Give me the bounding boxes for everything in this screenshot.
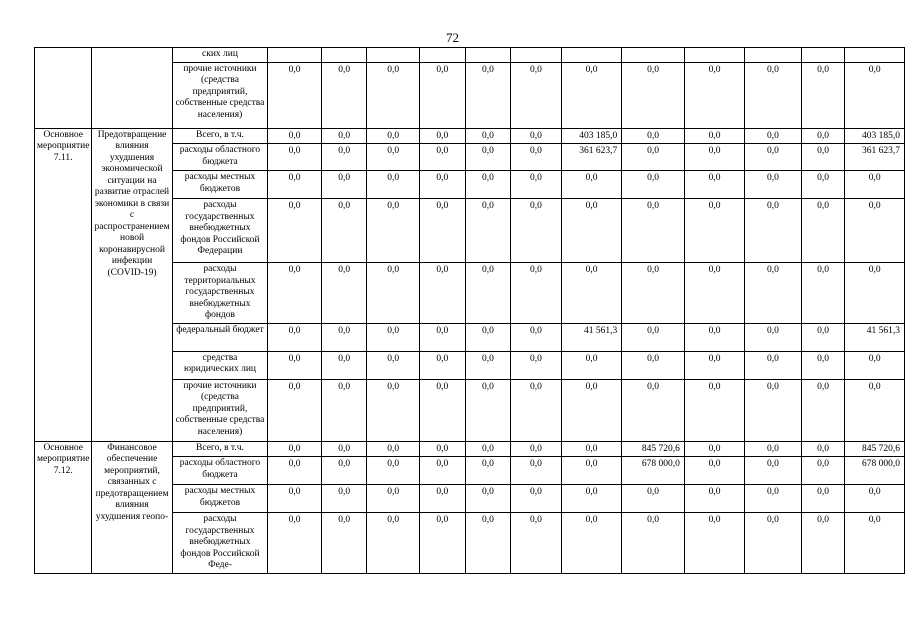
value-cell: 0,0 xyxy=(684,351,744,379)
value-cell: 0,0 xyxy=(419,144,465,171)
value-cell: 0,0 xyxy=(268,351,322,379)
source-cell: расходы государственных внебюджетных фондов Российской Феде- xyxy=(172,513,268,574)
value-cell: 0,0 xyxy=(801,323,845,351)
value-cell: 0,0 xyxy=(511,128,562,144)
value-cell: 0,0 xyxy=(367,144,420,171)
group-name-cell: Финансовое обеспечение мероприятий, связанных с предотвращением влияния ухудшения геопо- xyxy=(92,441,172,573)
page-number: 72 xyxy=(446,30,459,45)
value-cell: 0,0 xyxy=(465,263,511,324)
value-cell: 0,0 xyxy=(622,171,685,199)
value-cell: 0,0 xyxy=(511,457,562,485)
value-cell: 0,0 xyxy=(684,379,744,441)
value-cell: 0,0 xyxy=(367,513,420,574)
value-cell: 0,0 xyxy=(268,128,322,144)
source-cell: Всего, в т.ч. xyxy=(172,128,268,144)
value-cell: 0,0 xyxy=(561,263,622,324)
value-cell xyxy=(745,48,801,63)
value-cell: 403 185,0 xyxy=(561,128,622,144)
value-cell: 0,0 xyxy=(684,513,744,574)
value-cell: 0,0 xyxy=(845,513,905,574)
budget-table xyxy=(34,47,905,574)
value-cell: 0,0 xyxy=(367,128,420,144)
value-cell: 0,0 xyxy=(561,513,622,574)
value-cell: 0,0 xyxy=(745,323,801,351)
value-cell: 0,0 xyxy=(268,457,322,485)
source-cell: ских лиц xyxy=(172,48,268,63)
value-cell: 678 000,0 xyxy=(845,457,905,485)
source-cell: федеральный бюджет xyxy=(172,323,268,351)
value-cell: 0,0 xyxy=(622,128,685,144)
value-cell: 0,0 xyxy=(801,199,845,263)
value-cell: 0,0 xyxy=(745,457,801,485)
value-cell: 41 561,3 xyxy=(845,323,905,351)
value-cell: 0,0 xyxy=(465,171,511,199)
value-cell: 0,0 xyxy=(745,513,801,574)
value-cell: 0,0 xyxy=(419,62,465,128)
value-cell: 0,0 xyxy=(561,62,622,128)
value-cell: 0,0 xyxy=(622,485,685,513)
table-row xyxy=(35,48,905,63)
value-cell: 0,0 xyxy=(268,199,322,263)
value-cell: 0,0 xyxy=(622,513,685,574)
value-cell: 0,0 xyxy=(845,199,905,263)
value-cell: 0,0 xyxy=(367,379,420,441)
value-cell: 0,0 xyxy=(511,171,562,199)
value-cell: 0,0 xyxy=(465,457,511,485)
value-cell: 0,0 xyxy=(268,263,322,324)
value-cell: 0,0 xyxy=(321,457,367,485)
group-name-cell xyxy=(92,48,172,129)
value-cell: 0,0 xyxy=(367,457,420,485)
value-cell: 0,0 xyxy=(511,351,562,379)
value-cell: 0,0 xyxy=(801,128,845,144)
value-cell: 0,0 xyxy=(321,128,367,144)
value-cell: 0,0 xyxy=(465,323,511,351)
value-cell: 0,0 xyxy=(801,379,845,441)
value-cell: 0,0 xyxy=(511,379,562,441)
table-row xyxy=(35,128,905,144)
value-cell: 0,0 xyxy=(801,171,845,199)
value-cell: 0,0 xyxy=(561,171,622,199)
value-cell: 0,0 xyxy=(745,62,801,128)
value-cell xyxy=(268,48,322,63)
value-cell xyxy=(561,48,622,63)
value-cell: 0,0 xyxy=(801,513,845,574)
value-cell: 0,0 xyxy=(367,62,420,128)
value-cell: 0,0 xyxy=(511,263,562,324)
value-cell: 0,0 xyxy=(465,351,511,379)
value-cell xyxy=(511,48,562,63)
value-cell: 0,0 xyxy=(622,199,685,263)
value-cell: 0,0 xyxy=(321,323,367,351)
value-cell: 0,0 xyxy=(321,513,367,574)
value-cell: 0,0 xyxy=(419,485,465,513)
value-cell xyxy=(622,48,685,63)
value-cell: 0,0 xyxy=(367,323,420,351)
value-cell: 0,0 xyxy=(465,441,511,457)
value-cell: 0,0 xyxy=(419,457,465,485)
value-cell: 0,0 xyxy=(268,62,322,128)
source-cell: расходы территориальных государственных внебюджетных фондов xyxy=(172,263,268,324)
value-cell: 0,0 xyxy=(367,351,420,379)
value-cell: 0,0 xyxy=(801,144,845,171)
value-cell: 0,0 xyxy=(419,263,465,324)
value-cell: 0,0 xyxy=(511,199,562,263)
value-cell: 0,0 xyxy=(465,513,511,574)
source-cell: Всего, в т.ч. xyxy=(172,441,268,457)
value-cell: 0,0 xyxy=(745,199,801,263)
value-cell: 0,0 xyxy=(367,199,420,263)
value-cell xyxy=(801,48,845,63)
value-cell xyxy=(321,48,367,63)
value-cell: 0,0 xyxy=(845,485,905,513)
value-cell: 0,0 xyxy=(419,351,465,379)
value-cell: 0,0 xyxy=(561,351,622,379)
value-cell: 0,0 xyxy=(561,485,622,513)
value-cell: 0,0 xyxy=(845,379,905,441)
value-cell: 0,0 xyxy=(511,441,562,457)
value-cell: 0,0 xyxy=(367,441,420,457)
value-cell: 0,0 xyxy=(268,513,322,574)
value-cell: 0,0 xyxy=(367,485,420,513)
value-cell: 0,0 xyxy=(321,62,367,128)
value-cell: 0,0 xyxy=(561,379,622,441)
value-cell xyxy=(684,48,744,63)
value-cell: 0,0 xyxy=(419,513,465,574)
value-cell: 0,0 xyxy=(465,62,511,128)
group-code-cell: Основное мероприятие 7.11. xyxy=(35,128,92,441)
value-cell: 361 623,7 xyxy=(561,144,622,171)
value-cell: 0,0 xyxy=(419,323,465,351)
value-cell: 0,0 xyxy=(268,144,322,171)
value-cell: 41 561,3 xyxy=(561,323,622,351)
value-cell: 0,0 xyxy=(801,351,845,379)
value-cell: 0,0 xyxy=(511,513,562,574)
value-cell: 0,0 xyxy=(745,171,801,199)
value-cell: 0,0 xyxy=(465,485,511,513)
source-cell: прочие источники (средства предприятий, собственные средства населения) xyxy=(172,379,268,441)
value-cell: 361 623,7 xyxy=(845,144,905,171)
value-cell: 0,0 xyxy=(321,263,367,324)
value-cell: 0,0 xyxy=(561,457,622,485)
value-cell: 403 185,0 xyxy=(845,128,905,144)
value-cell: 0,0 xyxy=(684,171,744,199)
value-cell xyxy=(367,48,420,63)
value-cell: 0,0 xyxy=(367,263,420,324)
value-cell: 0,0 xyxy=(367,171,420,199)
value-cell: 0,0 xyxy=(622,263,685,324)
source-cell: расходы областного бюджета xyxy=(172,457,268,485)
value-cell: 0,0 xyxy=(511,323,562,351)
value-cell: 0,0 xyxy=(268,323,322,351)
group-code-cell xyxy=(35,48,92,129)
value-cell: 0,0 xyxy=(321,351,367,379)
value-cell: 0,0 xyxy=(622,62,685,128)
value-cell: 0,0 xyxy=(268,441,322,457)
value-cell: 0,0 xyxy=(684,263,744,324)
value-cell: 0,0 xyxy=(465,199,511,263)
value-cell: 678 000,0 xyxy=(622,457,685,485)
source-cell: средства юридических лиц xyxy=(172,351,268,379)
value-cell: 0,0 xyxy=(684,457,744,485)
value-cell xyxy=(419,48,465,63)
value-cell: 0,0 xyxy=(465,144,511,171)
source-cell: прочие источники (средства предприятий, собственные средства населения) xyxy=(172,62,268,128)
value-cell: 0,0 xyxy=(684,199,744,263)
value-cell: 0,0 xyxy=(801,457,845,485)
source-cell: расходы государственных внебюджетных фондов Российской Федерации xyxy=(172,199,268,263)
value-cell: 0,0 xyxy=(321,171,367,199)
value-cell: 0,0 xyxy=(845,351,905,379)
source-cell: расходы местных бюджетов xyxy=(172,485,268,513)
value-cell: 0,0 xyxy=(268,379,322,441)
value-cell: 0,0 xyxy=(622,351,685,379)
value-cell: 0,0 xyxy=(561,199,622,263)
value-cell: 0,0 xyxy=(745,351,801,379)
value-cell: 0,0 xyxy=(419,441,465,457)
value-cell: 0,0 xyxy=(684,323,744,351)
value-cell: 0,0 xyxy=(268,171,322,199)
group-code-cell: Основное мероприятие 7.12. xyxy=(35,441,92,573)
value-cell: 0,0 xyxy=(321,144,367,171)
value-cell: 845 720,6 xyxy=(845,441,905,457)
value-cell: 0,0 xyxy=(684,144,744,171)
value-cell: 0,0 xyxy=(684,485,744,513)
value-cell: 0,0 xyxy=(801,485,845,513)
value-cell: 0,0 xyxy=(321,441,367,457)
value-cell: 0,0 xyxy=(745,128,801,144)
value-cell: 0,0 xyxy=(268,485,322,513)
value-cell: 0,0 xyxy=(465,128,511,144)
value-cell: 0,0 xyxy=(684,128,744,144)
value-cell: 0,0 xyxy=(511,485,562,513)
value-cell: 0,0 xyxy=(845,62,905,128)
value-cell xyxy=(845,48,905,63)
value-cell: 0,0 xyxy=(622,144,685,171)
table-row xyxy=(35,441,905,457)
value-cell: 0,0 xyxy=(511,62,562,128)
value-cell: 0,0 xyxy=(419,128,465,144)
source-cell: расходы областного бюджета xyxy=(172,144,268,171)
value-cell: 0,0 xyxy=(845,171,905,199)
value-cell: 0,0 xyxy=(561,441,622,457)
value-cell: 0,0 xyxy=(801,62,845,128)
value-cell: 0,0 xyxy=(511,144,562,171)
value-cell: 0,0 xyxy=(684,62,744,128)
value-cell: 0,0 xyxy=(801,263,845,324)
value-cell: 0,0 xyxy=(745,485,801,513)
value-cell: 0,0 xyxy=(465,379,511,441)
value-cell: 0,0 xyxy=(745,144,801,171)
value-cell: 0,0 xyxy=(684,441,744,457)
value-cell: 0,0 xyxy=(419,379,465,441)
value-cell: 0,0 xyxy=(622,323,685,351)
value-cell: 0,0 xyxy=(419,199,465,263)
value-cell: 0,0 xyxy=(845,263,905,324)
value-cell: 0,0 xyxy=(801,441,845,457)
value-cell: 0,0 xyxy=(745,263,801,324)
value-cell: 0,0 xyxy=(745,379,801,441)
value-cell xyxy=(465,48,511,63)
value-cell: 0,0 xyxy=(321,199,367,263)
value-cell: 0,0 xyxy=(419,171,465,199)
value-cell: 0,0 xyxy=(622,379,685,441)
source-cell: расходы местных бюджетов xyxy=(172,171,268,199)
table-body xyxy=(35,48,905,574)
group-name-cell: Предотвращение влияния ухудшения экономической ситуации на развитие отраслей экономики в связи с распространением новой коронавирусной инфекции (COVID-19) xyxy=(92,128,172,441)
value-cell: 0,0 xyxy=(321,379,367,441)
value-cell: 845 720,6 xyxy=(622,441,685,457)
value-cell: 0,0 xyxy=(321,485,367,513)
value-cell: 0,0 xyxy=(745,441,801,457)
